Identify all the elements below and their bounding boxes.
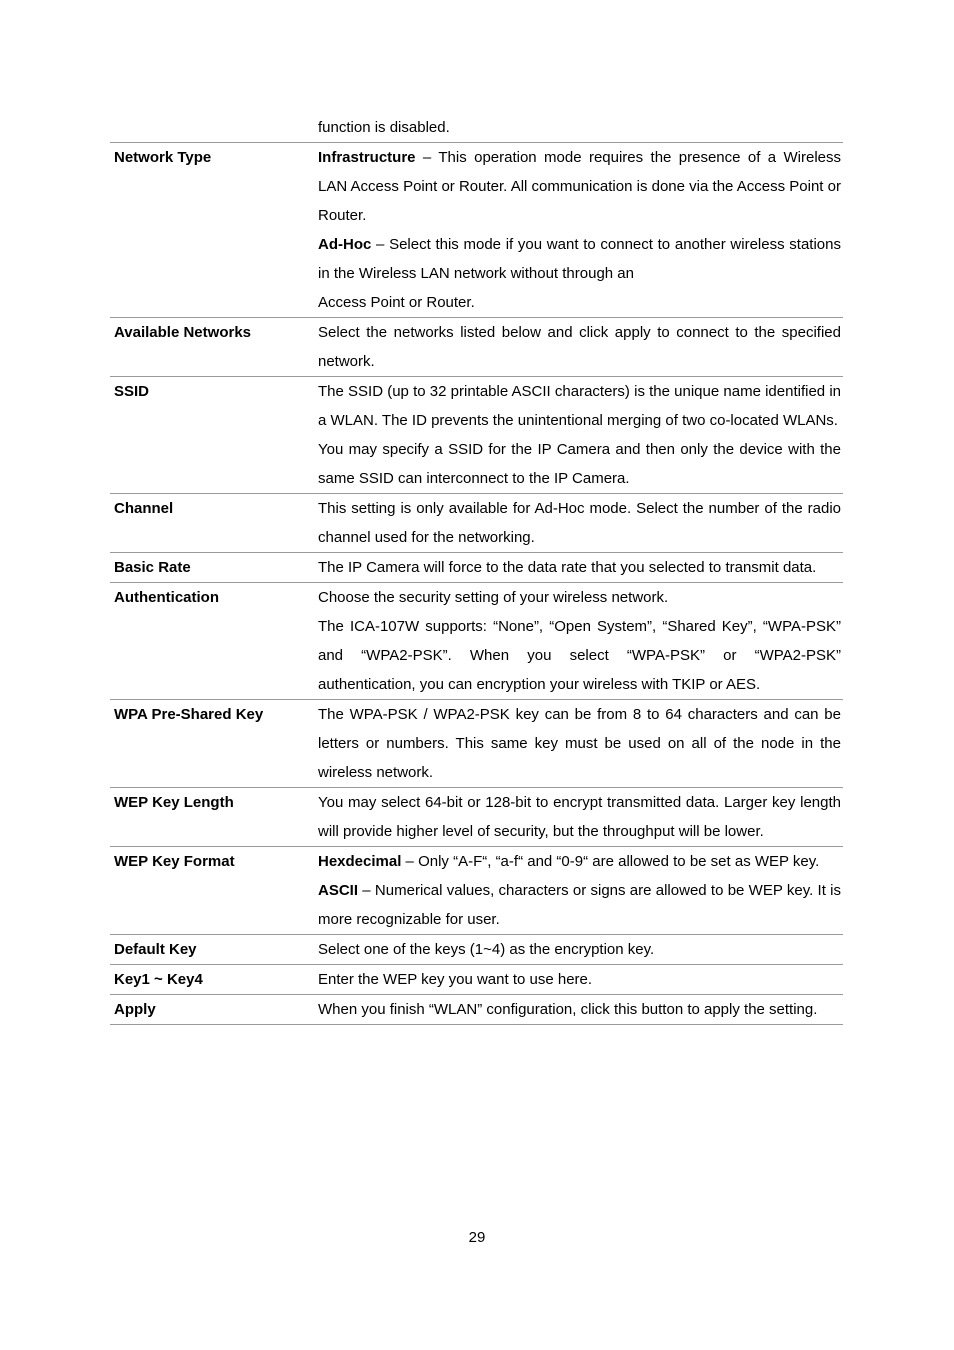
option-name: Hexdecimal [318,853,402,870]
description-paragraph [318,553,841,582]
description-paragraph [318,965,841,994]
description-text: This setting is only available for Ad-Hoc mode. Select the number of the radio channel used for the networking. [318,500,841,546]
description-text: The IP Camera will force to the data rate that you selected to transmit data. [318,559,817,576]
row-description [318,318,843,377]
row-description [318,583,843,700]
description-text: The ICA-107W supports: “None”, “Open System”, “Shared Key”, “WPA-PSK” and “WPA2-PSK”. When you select “WPA-PSK” or “WPA2-PSK” authentication, you can encryption your wireless with TKIP or AES. [318,618,841,693]
row-description [318,847,843,935]
description-text: Enter the WEP key you want to use here. [318,971,593,988]
row-term: WEP Key Format [114,853,235,870]
description-text: Select one of the keys (1~4) as the encryption key. [318,941,655,958]
description-paragraph [318,230,841,288]
description-paragraph [318,847,841,876]
row-term: WPA Pre-Shared Key [114,706,264,723]
row-term: Basic Rate [114,559,191,576]
description-paragraph [318,876,841,934]
row-description [318,995,843,1025]
description-paragraph [318,435,841,493]
table-row [110,788,843,847]
definition-table [110,113,843,1025]
description-text: Choose the security setting of your wireless network. [318,589,669,606]
row-term: Authentication [114,589,219,606]
description-text: When you finish “WLAN” configuration, click this button to apply the setting. [318,1001,818,1018]
table-row [110,553,843,583]
table-row [110,700,843,788]
table-body [110,113,843,1025]
description-paragraph [318,143,841,230]
option-name: Infrastructure [318,149,416,166]
table-row [110,494,843,553]
row-description [318,113,843,143]
table-row [110,318,843,377]
description-text: Select the networks listed below and click apply to connect to the specified network. [318,324,841,370]
row-term [110,113,318,143]
row-term: SSID [114,383,150,400]
row-term: Available Networks [114,324,251,341]
description-paragraph [318,612,841,699]
description-text: – This operation mode requires the presence of a Wireless LAN Access Point or Router. All communication is done via the Access Point or Router. [318,149,841,224]
row-description [318,935,843,965]
description-paragraph [318,113,841,142]
table-row [110,377,843,494]
description-text: – Select this mode if you want to connect to another wireless stations in the Wireless LAN network without through an [318,236,841,282]
row-term: Network Type [114,149,212,166]
row-description [318,143,843,318]
description-paragraph [318,995,841,1024]
page-number: 29 [468,1229,486,1246]
row-description [318,377,843,494]
description-paragraph [318,788,841,846]
row-description [318,788,843,847]
description-text: You may specify a SSID for the IP Camera and then only the device with the same SSID can interconnect to the IP Camera. [318,441,841,487]
table-row [110,995,843,1025]
row-term: Default Key [114,941,197,958]
table-row [110,847,843,935]
option-name: Ad-Hoc [318,236,372,253]
description-paragraph [318,377,841,435]
row-term: Channel [114,500,174,517]
row-description [318,700,843,788]
row-description [318,494,843,553]
table-row [110,113,843,143]
row-description [318,553,843,583]
description-text: Access Point or Router. [318,294,475,311]
description-text: function is disabled. [318,119,450,136]
table-row [110,965,843,995]
description-text: – Only “A-F“, “a-f“ and “0-9“ are allowed to be set as WEP key. [401,853,820,870]
description-paragraph [318,583,841,612]
row-term: WEP Key Length [114,794,234,811]
description-paragraph [318,700,841,787]
row-description [318,965,843,995]
description-text: – Numerical values, characters or signs are allowed to be WEP key. It is more recognizable for user. [318,882,841,928]
row-term: Apply [114,1001,156,1018]
description-paragraph [318,494,841,552]
table-row [110,935,843,965]
description-text: The WPA-PSK / WPA2-PSK key can be from 8 to 64 characters and can be letters or numbers. This same key must be used on all of the node in the wireless network. [318,706,841,781]
table-row [110,143,843,318]
description-paragraph [318,288,841,317]
description-paragraph [318,935,841,964]
table-row [110,583,843,700]
description-paragraph [318,318,841,376]
description-text: You may select 64-bit or 128-bit to encrypt transmitted data. Larger key length will provide higher level of security, but the throughput will be lower. [318,794,841,840]
description-text: The SSID (up to 32 printable ASCII characters) is the unique name identified in a WLAN. The ID prevents the unintentional merging of two co-located WLANs. [318,383,841,429]
row-term: Key1 ~ Key4 [114,971,203,988]
option-name: ASCII [318,882,359,899]
